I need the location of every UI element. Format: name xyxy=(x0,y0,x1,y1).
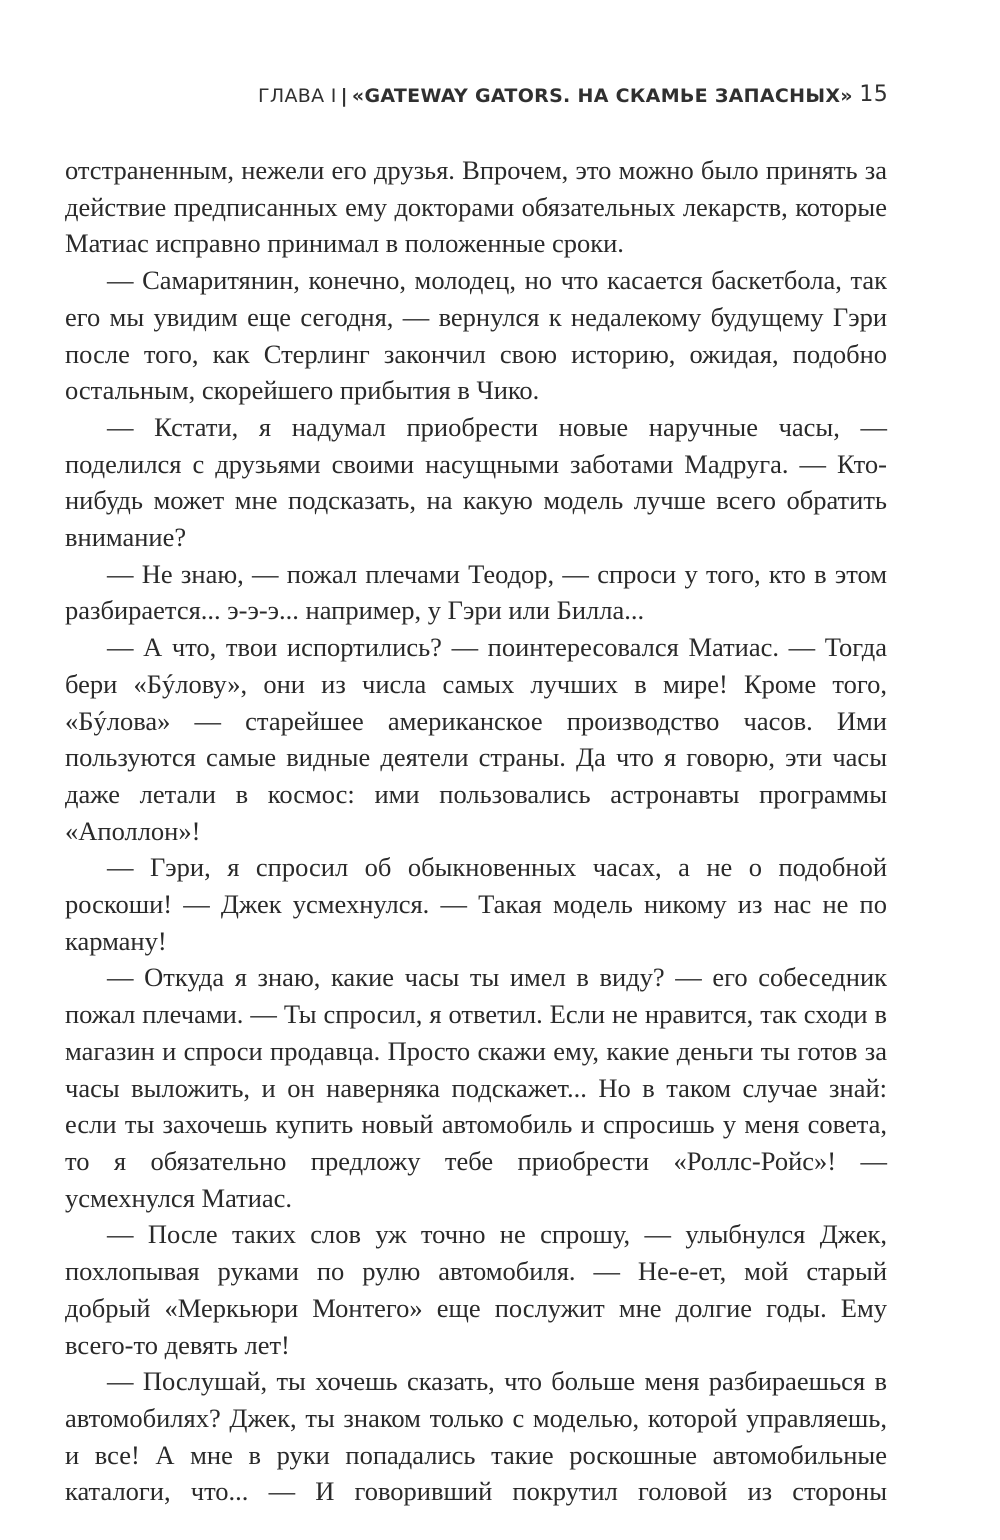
page-number: 15 xyxy=(859,82,888,107)
paragraph-runover: — Послушай, ты хочешь сказать, что больше меня разбираешься в автомобилях? Джек, ты знаком только с моделью, которой управляешь, и все! А мне в руки попадались такие роскошные автомобильные каталоги, что... — И говоривший покрутил головой из стороны xyxy=(65,1366,887,1507)
paragraph: — После таких слов уж точно не спрошу, — улыбнулся Джек, похлопывая руками по рулю автомобиля. — Не-е-ет, мой старый добрый «Меркьюри Монтего» еще послужит мне долгие годы. Ему всего-то девять лет! xyxy=(65,1219,887,1360)
paragraph: — Гэри, я спросил об обыкновенных часах, а не о подобной роскоши! — Джек усмехнулся. — Такая модель никому из нас не по карману! xyxy=(65,852,887,956)
chapter-title: «GATEWAY GATORS. НА СКАМЬЕ ЗАПАСНЫХ» xyxy=(351,85,853,107)
paragraph: — А что, твои испортились? — поинтересовался Матиас. — Тогда бери «Бýлову», они из числа самых лучших в мире! Кроме того, «Бýлова» — старейшее американское производство часов. Ими пользуются самые видные деятели страны. Да что я говорю, эти часы даже летали в космос: ими пользовались астронавты программы «Аполлон»! xyxy=(65,632,887,846)
running-header xyxy=(258,82,888,112)
paragraph: — Кстати, я надумал приобрести новые наручные часы, — поделился с друзьями своими насущными заботами Мадруга. — Кто-нибудь может мне подсказать, на какую модель лучше всего обратить внимание? xyxy=(65,411,887,553)
paragraph: — Не знаю, — пожал плечами Теодор, — спроси у того, кто в этом разбирается... э-э-э... например, у Гэри или Билла... xyxy=(65,558,887,626)
paragraph: — Откуда я знаю, какие часы ты имел в виду? — его собеседник пожал плечами. — Ты спросил, я ответил. Если не нравится, так сходи в магазин и спроси продавца. Просто скажи ему, какие деньги ты готов за часы выложить, и он наверняка подскажет... Но в таком случае знай: если ты захочешь купить новый автомобиль и спросишь у меня совета, то я обязательно предложу тебе приобрести «Роллс-Ройс»! — усмехнулся Матиас. xyxy=(65,962,887,1213)
paragraph-continued: отстраненным, нежели его друзья. Впрочем, это можно было принять за действие предписанных ему докторами обязательных лекарств, которые Матиас исправно принимал в положенные сроки. xyxy=(65,155,887,259)
header-separator: | xyxy=(340,85,348,107)
body-text xyxy=(65,152,887,1510)
chapter-label: ГЛАВА I xyxy=(258,85,337,107)
running-header-chapter xyxy=(258,85,853,107)
paragraph: — Самаритянин, конечно, молодец, но что касается баскетбола, так его мы увидим еще сегодня, — вернулся к недалекому будущему Гэри после того, как Стерлинг закончил свою историю, ожидая, подобно остальным, скорейшего прибытия в Чико. xyxy=(65,265,887,406)
